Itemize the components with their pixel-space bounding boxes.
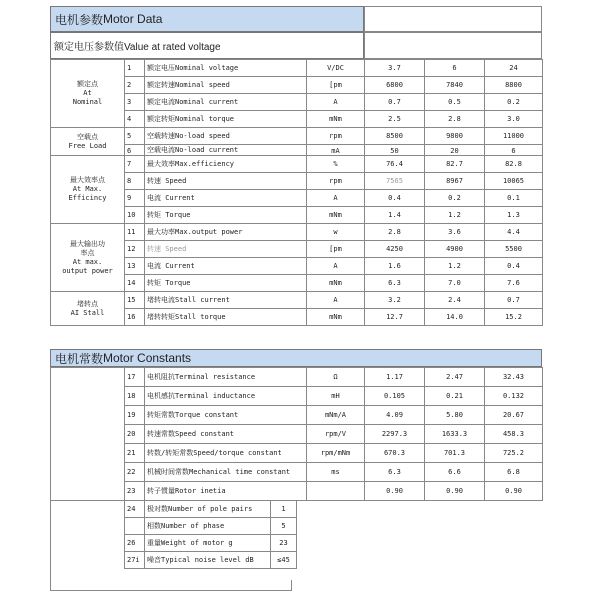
param-name: 堵转转矩Stall torque <box>145 309 307 326</box>
misc-name: 极对数Number of pole pairs <box>145 501 271 518</box>
misc-name: 相数Number of phase <box>145 518 271 535</box>
header-en: Motor Data <box>103 12 163 26</box>
param-name: 电流 Current <box>145 258 307 275</box>
constant-name: 转速常数Speed constant <box>145 425 307 444</box>
group-nominal <box>51 60 125 128</box>
param-value-1: 50 <box>365 145 425 156</box>
constant-value-1: 1.17 <box>365 368 425 387</box>
constant-value-1: 0.90 <box>365 482 425 501</box>
param-number: 7 <box>125 156 145 173</box>
rated-table-body <box>51 60 543 326</box>
misc-parameters-table <box>124 500 297 569</box>
param-unit: A <box>307 94 365 111</box>
param-value-1: 2.5 <box>365 111 425 128</box>
param-value-2: 1.2 <box>425 258 485 275</box>
param-value-1: 1.4 <box>365 207 425 224</box>
param-number: 3 <box>125 94 145 111</box>
param-unit: A <box>307 292 365 309</box>
param-number: 16 <box>125 309 145 326</box>
group-maxeff-cn: 最大效率点 <box>70 176 105 184</box>
param-name: 转速 Speed <box>145 241 307 258</box>
param-value-3: 0.4 <box>485 258 543 275</box>
param-number: 13 <box>125 258 145 275</box>
param-unit: mA <box>307 145 365 156</box>
param-value-3: 7.6 <box>485 275 543 292</box>
param-number: 10 <box>125 207 145 224</box>
constant-name: 机械时间常数Mechanical time constant <box>145 463 307 482</box>
param-row-2 <box>51 77 543 94</box>
constant-value-1: 2297.3 <box>365 425 425 444</box>
constant-name: 转子惯量Rotor inetia <box>145 482 307 501</box>
param-value-1: 3.2 <box>365 292 425 309</box>
motor-data-header <box>50 6 364 32</box>
param-unit: mNm <box>307 275 365 292</box>
param-value-2: 7840 <box>425 77 485 94</box>
group-nominal-en1: At <box>83 89 92 97</box>
param-value-2: 6 <box>425 60 485 77</box>
param-value-3: 6 <box>485 145 543 156</box>
param-value-3: 1.3 <box>485 207 543 224</box>
param-value-2: 7.0 <box>425 275 485 292</box>
param-value-1: 2.8 <box>365 224 425 241</box>
misc-row <box>125 552 297 569</box>
param-value-3: 0.2 <box>485 94 543 111</box>
constant-row-21 <box>51 444 543 463</box>
param-row-10 <box>51 207 543 224</box>
param-name: 额定转矩Nominal torque <box>145 111 307 128</box>
group-maxeff <box>51 156 125 224</box>
header-cn: 电机参数 <box>55 12 104 27</box>
param-number: 9 <box>125 190 145 207</box>
group-maxpow-en2: output power <box>62 266 113 275</box>
constant-value-2: 1633.3 <box>425 425 485 444</box>
constant-value-2: 5.80 <box>425 406 485 425</box>
constant-name: 电机感抗Terminal inductance <box>145 387 307 406</box>
param-unit: mNm <box>307 111 365 128</box>
param-row-15 <box>51 292 543 309</box>
param-value-2: 2.4 <box>425 292 485 309</box>
constant-row-23 <box>51 482 543 501</box>
param-number: 15 <box>125 292 145 309</box>
misc-name: 重量Weight of motor g <box>145 535 271 552</box>
group-stall-en1: AI Stall <box>70 308 105 317</box>
param-unit: w <box>307 224 365 241</box>
constant-name: 转矩常数Torque constant <box>145 406 307 425</box>
constant-value-1: 4.09 <box>365 406 425 425</box>
param-value-3: 11000 <box>485 128 543 145</box>
param-number: 5 <box>125 128 145 145</box>
param-row-7 <box>51 156 543 173</box>
constant-unit <box>307 482 365 501</box>
param-unit: A <box>307 258 365 275</box>
constant-row-17 <box>51 368 543 387</box>
constant-value-3: 6.8 <box>485 463 543 482</box>
misc-number: 24 <box>125 501 145 518</box>
param-value-3: 15.2 <box>485 309 543 326</box>
param-number: 14 <box>125 275 145 292</box>
param-number: 12 <box>125 241 145 258</box>
constant-unit: mNm/A <box>307 406 365 425</box>
param-number: 6 <box>125 145 145 156</box>
rated-blank-cell <box>364 32 542 59</box>
constant-row-19 <box>51 406 543 425</box>
param-row-8 <box>51 173 543 190</box>
param-value-1: 8500 <box>365 128 425 145</box>
constant-value-2: 2.47 <box>425 368 485 387</box>
param-value-2: 9800 <box>425 128 485 145</box>
motor-constants-table <box>50 367 543 501</box>
constant-value-3: 32.43 <box>485 368 543 387</box>
param-number: 1 <box>125 60 145 77</box>
param-value-3: 24 <box>485 60 543 77</box>
param-value-2: 82.7 <box>425 156 485 173</box>
group-maxpow <box>51 224 125 292</box>
param-value-2: 14.0 <box>425 309 485 326</box>
misc-row <box>125 535 297 552</box>
group-maxeff-en2: Efficincy <box>68 194 107 202</box>
param-value-2: 1.2 <box>425 207 485 224</box>
param-value-1: 3.7 <box>365 60 425 77</box>
param-value-1: 12.7 <box>365 309 425 326</box>
constant-unit: ms <box>307 463 365 482</box>
param-value-3: 10065 <box>485 173 543 190</box>
group-noload <box>51 128 125 156</box>
misc-value: ≤45 <box>271 552 297 569</box>
param-value-3: 4.4 <box>485 224 543 241</box>
constant-unit: mH <box>307 387 365 406</box>
constant-value-1: 670.3 <box>365 444 425 463</box>
param-value-2: 3.6 <box>425 224 485 241</box>
constant-value-1: 6.3 <box>365 463 425 482</box>
group-noload-cn: 空载点 <box>77 132 98 141</box>
constant-number: 23 <box>125 482 145 501</box>
param-unit: mNm <box>307 309 365 326</box>
constants-blank-cell <box>51 368 125 501</box>
constant-value-2: 701.3 <box>425 444 485 463</box>
param-name: 转速 Speed <box>145 173 307 190</box>
group-noload-en1: Free Load <box>68 141 107 150</box>
constant-value-3: 458.3 <box>485 425 543 444</box>
param-value-3: 0.1 <box>485 190 543 207</box>
param-row-1 <box>51 60 543 77</box>
param-unit: V/DC <box>307 60 365 77</box>
param-number: 8 <box>125 173 145 190</box>
param-value-3: 0.7 <box>485 292 543 309</box>
param-unit: rpm <box>307 173 365 190</box>
group-maxpow-cn: 最大输出功 <box>70 239 105 248</box>
param-unit: [pm <box>307 241 365 258</box>
constant-unit: Ω <box>307 368 365 387</box>
param-value-2: 8967 <box>425 173 485 190</box>
constants-header-cn: 电机常数 <box>55 351 104 366</box>
param-row-14 <box>51 275 543 292</box>
constants-table-body <box>51 368 543 501</box>
misc-value: 23 <box>271 535 297 552</box>
param-name: 空载电流No-load current <box>145 145 307 156</box>
misc-table-body <box>125 501 297 569</box>
constant-value-2: 0.90 <box>425 482 485 501</box>
param-value-2: 0.2 <box>425 190 485 207</box>
param-name: 额定电压Nominal voltage <box>145 60 307 77</box>
param-row-5 <box>51 128 543 145</box>
group-maxeff-en1: At Max. <box>72 185 103 193</box>
constant-number: 17 <box>125 368 145 387</box>
param-name: 额定转速Nominal speed <box>145 77 307 94</box>
misc-name: 噪音Typical noise level dB <box>145 552 271 569</box>
constant-value-2: 6.6 <box>425 463 485 482</box>
misc-number <box>125 518 145 535</box>
rated-parameters-table <box>50 59 543 326</box>
param-value-1: 1.6 <box>365 258 425 275</box>
group-nominal-en2: Nominal <box>72 98 103 106</box>
constants-header-en: Motor Constants <box>103 351 192 365</box>
constant-number: 20 <box>125 425 145 444</box>
param-unit: mNm <box>307 207 365 224</box>
param-row-16 <box>51 309 543 326</box>
param-value-2: 20 <box>425 145 485 156</box>
param-name: 转矩 Torque <box>145 207 307 224</box>
param-name: 最大功率Max.output power <box>145 224 307 241</box>
constant-value-2: 0.21 <box>425 387 485 406</box>
param-number: 11 <box>125 224 145 241</box>
constant-number: 18 <box>125 387 145 406</box>
param-row-6 <box>51 145 543 156</box>
param-value-3: 82.8 <box>485 156 543 173</box>
misc-row <box>125 518 297 535</box>
param-value-1: 4250 <box>365 241 425 258</box>
param-value-3: 5500 <box>485 241 543 258</box>
misc-value: 1 <box>271 501 297 518</box>
param-name: 电流 Current <box>145 190 307 207</box>
group-stall-cn: 堵转点 <box>77 299 98 308</box>
param-unit: % <box>307 156 365 173</box>
constant-value-3: 725.2 <box>485 444 543 463</box>
param-value-2: 0.5 <box>425 94 485 111</box>
header-blank-cell <box>364 6 542 32</box>
constant-row-20 <box>51 425 543 444</box>
param-unit: [pm <box>307 77 365 94</box>
param-name: 转矩 Torque <box>145 275 307 292</box>
param-value-3: 3.0 <box>485 111 543 128</box>
param-value-1: 7565 <box>365 173 425 190</box>
param-name: 最大效率Max.efficiency <box>145 156 307 173</box>
param-value-1: 0.7 <box>365 94 425 111</box>
constant-unit: rpm/V <box>307 425 365 444</box>
constant-number: 19 <box>125 406 145 425</box>
group-maxpow-cn2: 率点 <box>80 248 95 257</box>
constant-value-1: 0.105 <box>365 387 425 406</box>
misc-number: 27i <box>125 552 145 569</box>
param-number: 4 <box>125 111 145 128</box>
param-value-1: 76.4 <box>365 156 425 173</box>
constant-name: 转数/转矩常数Speed/torque constant <box>145 444 307 463</box>
rated-voltage-label: 额定电压参数值Value at rated voltage <box>54 42 221 53</box>
misc-value: 5 <box>271 518 297 535</box>
param-unit: rpm <box>307 128 365 145</box>
param-row-4 <box>51 111 543 128</box>
left-border-line <box>50 500 51 591</box>
constant-number: 22 <box>125 463 145 482</box>
constant-name: 电机阻抗Terminal resistance <box>145 368 307 387</box>
motor-constants-header <box>50 349 542 367</box>
param-row-9 <box>51 190 543 207</box>
misc-number: 26 <box>125 535 145 552</box>
bottom-blank-row <box>50 580 292 591</box>
motor-data-sheet <box>50 6 545 591</box>
constant-value-3: 0.90 <box>485 482 543 501</box>
param-name: 空载转速No-load speed <box>145 128 307 145</box>
param-name: 堵转电流Stall current <box>145 292 307 309</box>
param-unit: A <box>307 190 365 207</box>
param-value-1: 6.3 <box>365 275 425 292</box>
rated-voltage-header <box>50 32 364 59</box>
param-value-1: 6800 <box>365 77 425 94</box>
constant-unit: rpm/mNm <box>307 444 365 463</box>
group-nominal-cn: 额定点 <box>77 80 98 88</box>
param-number: 2 <box>125 77 145 94</box>
param-name: 额定电流Nominal current <box>145 94 307 111</box>
misc-row <box>125 501 297 518</box>
constant-value-3: 20.67 <box>485 406 543 425</box>
param-row-11 <box>51 224 543 241</box>
param-row-3 <box>51 94 543 111</box>
param-value-2: 2.8 <box>425 111 485 128</box>
param-row-13 <box>51 258 543 275</box>
param-value-2: 4900 <box>425 241 485 258</box>
constant-number: 21 <box>125 444 145 463</box>
group-maxpow-en1: At max. <box>72 257 103 266</box>
constant-value-3: 0.132 <box>485 387 543 406</box>
constant-row-18 <box>51 387 543 406</box>
param-value-3: 8800 <box>485 77 543 94</box>
constant-row-22 <box>51 463 543 482</box>
param-value-1: 0.4 <box>365 190 425 207</box>
group-stall <box>51 292 125 326</box>
param-row-12 <box>51 241 543 258</box>
